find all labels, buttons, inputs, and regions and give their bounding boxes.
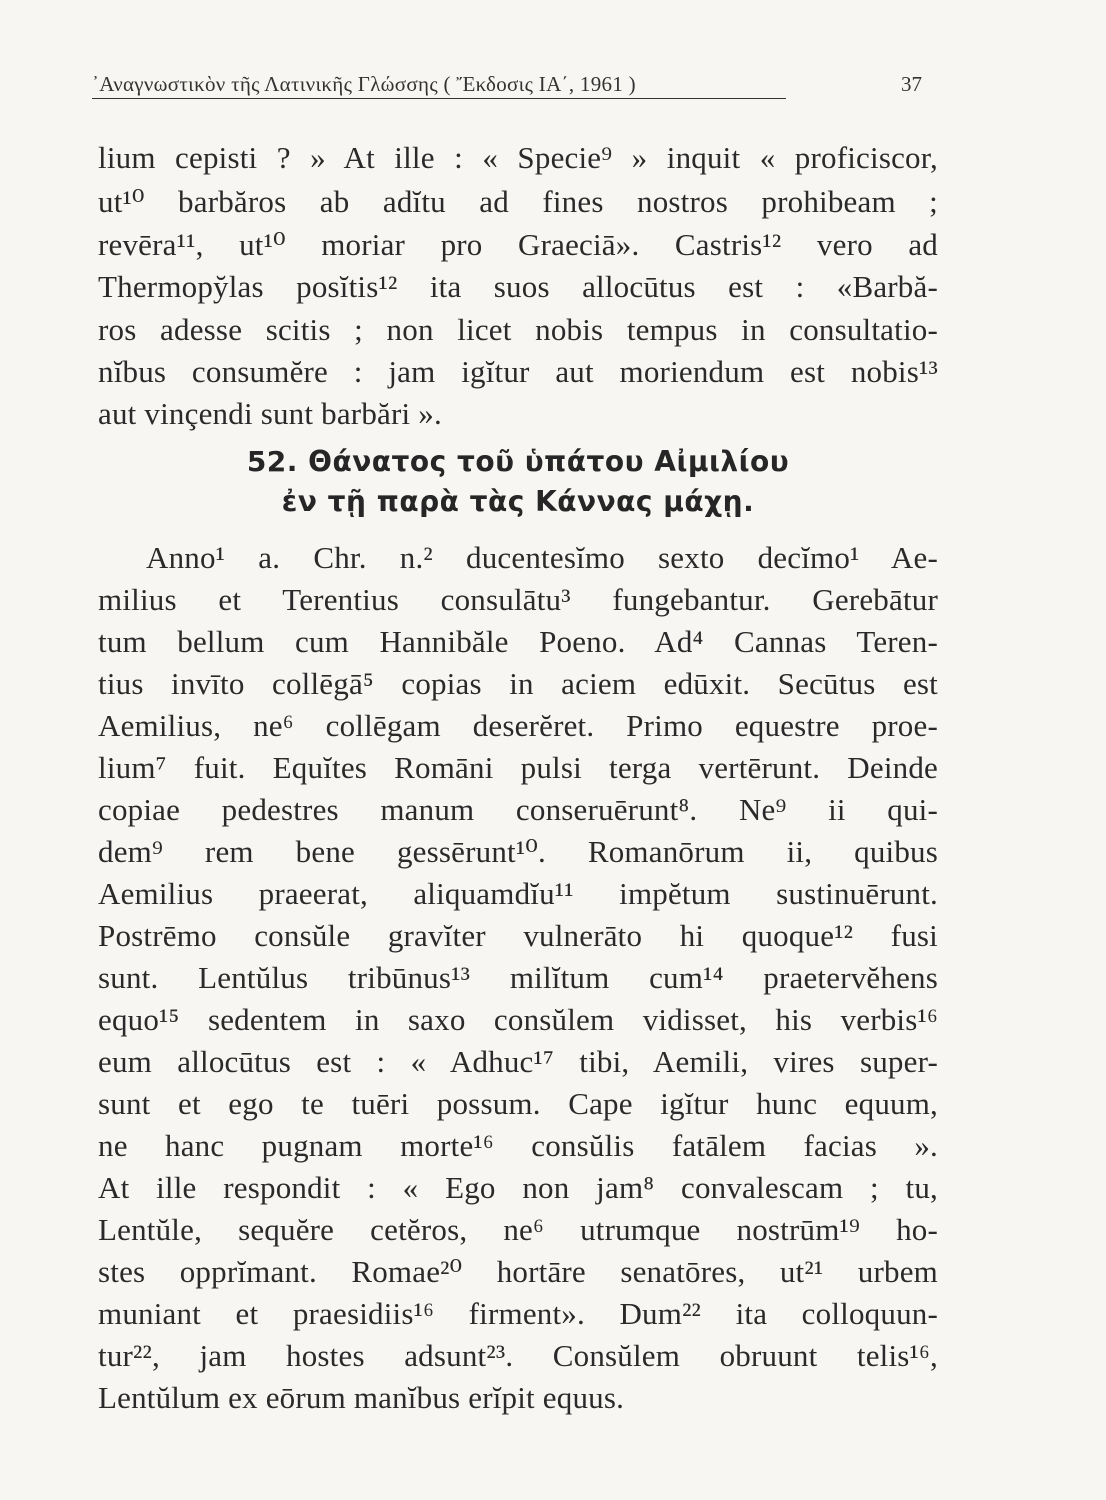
running-title: ᾽Αναγνωστικὸν τῆς Λατινικῆς Γλώσσης ( Ἔκδοσις ΙΑ΄, 1961 )	[92, 72, 636, 96]
text-line: Aemilius, ne⁶ collēgam deserĕret. Primo equestre proe-	[98, 708, 938, 743]
text-line: Lentŭle, sequĕre cetĕros, ne⁶ utrumque nostrūm¹⁹ ho-	[98, 1212, 938, 1247]
text-line: ut¹⁰ barbăros ab adĭtu ad fines nostros prohibeam ;	[98, 184, 938, 219]
text-line: ne hanc pugnam morte¹⁶ consŭlis fatālem facias ».	[98, 1128, 938, 1163]
text-line: dem⁹ rem bene gessērunt¹⁰. Romanōrum ii, quibus	[98, 834, 938, 869]
text-line: sunt et ego te tuēri possum. Cape igĭtur hunc equum,	[98, 1086, 938, 1121]
text-line: revēra¹¹, ut¹⁰ moriar pro Graeciā». Castris¹² vero ad	[98, 227, 938, 262]
text-line: At ille respondit : « Ego non jam⁸ convalescam ; tu,	[98, 1170, 938, 1205]
text-line: tum bellum cum Hannibăle Poeno. Ad⁴ Cannas Teren-	[98, 624, 938, 659]
text-line: Thermopy̆las posĭtis¹² ita suos allocūtus est : «Barbă-	[98, 269, 938, 304]
text-line: aut vinçendi sunt barbări ».	[98, 396, 442, 431]
section-heading-line-1: 52. Θάνατος τοῦ ὑπάτου Αἰμιλίου	[246, 445, 790, 478]
header-rule	[92, 98, 786, 99]
text-line: tur²², jam hostes adsunt²³. Consŭlem obruunt telis¹⁶,	[98, 1338, 938, 1373]
text-line: Lentŭlum ex eōrum manĭbus erĭpit equus.	[98, 1380, 625, 1415]
text-line: Aemilius praeerat, aliquamdĭu¹¹ impĕtum sustinuērunt.	[98, 876, 938, 911]
text-line: eum allocūtus est : « Adhuc¹⁷ tibi, Aemili, vires super-	[98, 1044, 938, 1079]
text-line: Anno¹ a. Chr. n.² ducentesĭmo sexto decĭmo¹ Ae-	[146, 540, 938, 575]
text-line: ros adesse scitis ; non licet nobis tempus in consultatio-	[98, 312, 938, 347]
text-line: tius invīto collēgā⁵ copias in aciem edūxit. Secūtus est	[98, 666, 938, 701]
text-line: nĭbus consumĕre : jam igĭtur aut moriendum est nobis¹³	[98, 354, 938, 389]
text-line: Postrēmo consŭle gravĭter vulnerāto hi quoque¹² fusi	[98, 918, 938, 953]
text-line: muniant et praesidiis¹⁶ firment». Dum²² ita colloquun-	[98, 1296, 938, 1331]
text-line: copiae pedestres manum conseruērunt⁸. Ne⁹ ii qui-	[98, 792, 938, 827]
text-line: lium cepisti ? » At ille : « Specie⁹ » inquit « proficiscor,	[98, 140, 938, 175]
text-line: stes opprĭmant. Romae²⁰ hortāre senatōres, ut²¹ urbem	[98, 1254, 938, 1289]
section-heading-line-2: ἐν τῇ παρὰ τὰς Κάννας μάχῃ.	[281, 485, 755, 518]
page-number: 37	[901, 72, 922, 96]
text-line: sunt. Lentŭlus tribūnus¹³ milĭtum cum¹⁴ praetervĕhens	[98, 960, 938, 995]
text-line: lium⁷ fuit. Equĭtes Romāni pulsi terga vertērunt. Deinde	[98, 750, 938, 785]
text-line: equo¹⁵ sedentem in saxo consŭlem vidisset, his verbis¹⁶	[98, 1002, 938, 1037]
text-line: milius et Terentius consulātu³ fungebantur. Gerebātur	[98, 582, 938, 617]
running-header	[92, 64, 932, 98]
